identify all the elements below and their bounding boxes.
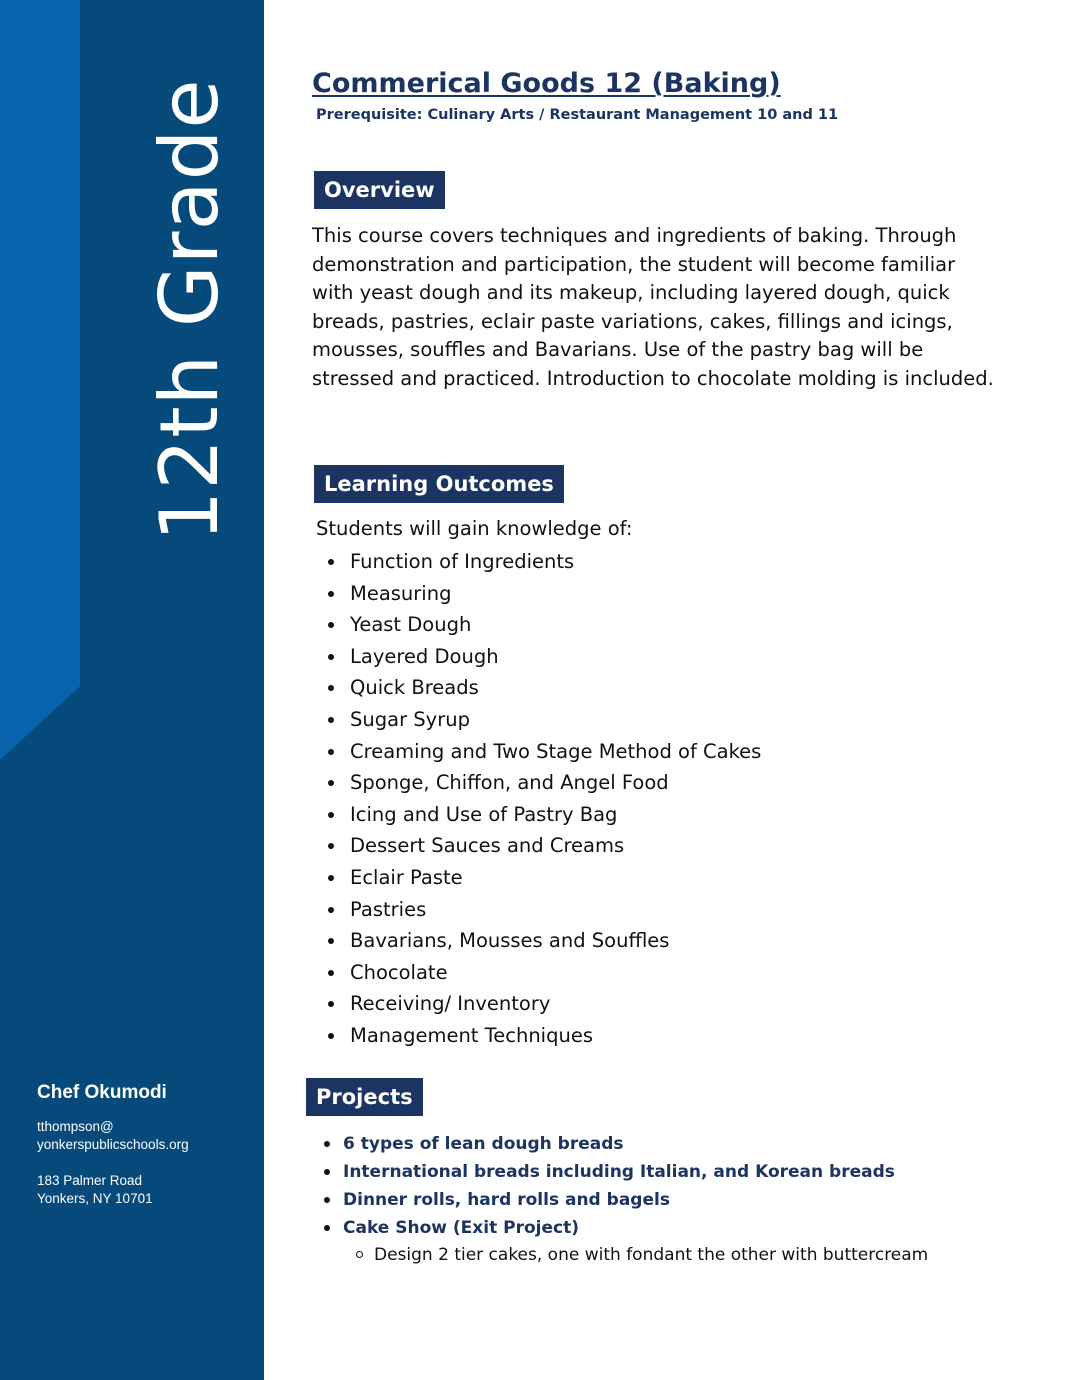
sidebar-accent-band <box>0 0 80 760</box>
list-item: Quick Breads <box>312 672 761 704</box>
overview-heading: Overview <box>314 171 445 209</box>
list-item: Sugar Syrup <box>312 704 761 736</box>
contact-block <box>37 1082 257 1208</box>
sidebar <box>0 0 264 1380</box>
grade-title: 12th Grade <box>143 78 236 542</box>
list-item: Bavarians, Mousses and Souffles <box>312 925 761 957</box>
list-item: Sponge, Chiffon, and Angel Food <box>312 767 761 799</box>
course-title: Commerical Goods 12 (Baking) <box>312 68 781 99</box>
list-item: Pastries <box>312 894 761 926</box>
project-item: International breads including Italian, and Korean breads <box>312 1158 928 1186</box>
project-item: Dinner rolls, hard rolls and bagels <box>312 1186 928 1214</box>
list-item: Measuring <box>312 578 761 610</box>
list-item: Icing and Use of Pastry Bag <box>312 799 761 831</box>
course-prerequisite: Prerequisite: Culinary Arts / Restaurant Management 10 and 11 <box>316 107 839 123</box>
contact-address-line-2: Yonkers, NY 10701 <box>37 1191 153 1206</box>
project-sub-item: Design 2 tier cakes, one with fondant the other with buttercream <box>312 1242 928 1268</box>
list-item: Layered Dough <box>312 641 761 673</box>
learning-outcomes-heading: Learning Outcomes <box>314 465 564 503</box>
overview-text: This course covers techniques and ingredients of baking. Through demonstration and participation, the student will become familiar with yeast dough and its makeup, including layered dough, quick breads, pastries, eclair paste variations, cakes, fillings and icings, mousses, souffles and Bavarians. Use of the pastry bag will be stressed and practiced. Introduction to chocolate molding is included. <box>312 224 994 390</box>
list-item: Management Techniques <box>312 1020 761 1052</box>
contact-email-line-1[interactable]: tthompson@ <box>37 1119 114 1134</box>
project-item: 6 types of lean dough breads <box>312 1130 928 1158</box>
list-item: Eclair Paste <box>312 862 761 894</box>
list-item: Chocolate <box>312 957 761 989</box>
projects-list <box>312 1130 928 1268</box>
list-item: Function of Ingredients <box>312 546 761 578</box>
list-item: Receiving/ Inventory <box>312 988 761 1020</box>
outcomes-intro: Students will gain knowledge of: <box>316 517 633 540</box>
contact-name: Chef Okumodi <box>37 1082 167 1103</box>
projects-heading: Projects <box>306 1078 423 1116</box>
list-item: Creaming and Two Stage Method of Cakes <box>312 736 761 768</box>
list-item: Dessert Sauces and Creams <box>312 830 761 862</box>
contact-email-line-2[interactable]: yonkerspublicschools.org <box>37 1137 189 1152</box>
project-item: Cake Show (Exit Project) <box>312 1214 928 1242</box>
contact-address-line-1: 183 Palmer Road <box>37 1173 143 1188</box>
list-item: Yeast Dough <box>312 609 761 641</box>
outcomes-list <box>312 546 761 1052</box>
